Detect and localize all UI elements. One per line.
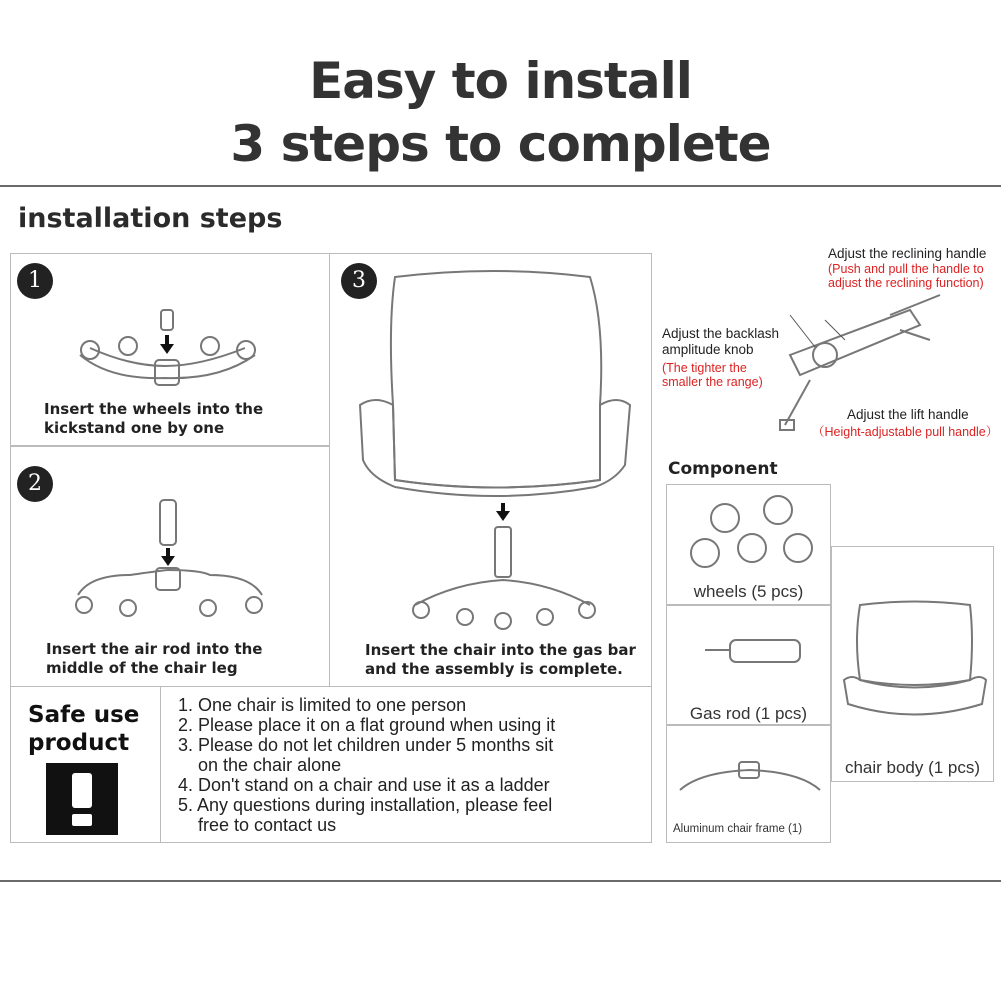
step-3-number: 3 xyxy=(341,263,377,299)
assembled-chair-illustration xyxy=(355,265,635,635)
reclining-handle-note-line2: adjust the reclining function) xyxy=(828,276,984,290)
safety-rule: 4. Don't stand on a chair and use it as a ladder xyxy=(178,775,550,795)
backlash-knob-label-line1: Adjust the backlash xyxy=(662,326,780,341)
mechanism-illustration xyxy=(770,285,940,435)
step-2-caption-line1: Insert the air rod into the xyxy=(46,640,263,658)
exclamation-icon xyxy=(46,763,118,835)
backlash-knob-label-line2: amplitude knob xyxy=(662,342,754,357)
gas-rod-insert-illustration xyxy=(70,480,270,620)
wheels-illustration xyxy=(680,488,820,578)
safety-rules-list xyxy=(178,695,555,835)
safety-rule: 1. One chair is limited to one person xyxy=(178,695,467,715)
backlash-knob-note-line2: smaller the range) xyxy=(662,375,763,389)
header-line2: 3 steps to complete xyxy=(230,115,771,173)
wheels-label: wheels (5 pcs) xyxy=(693,582,804,601)
safety-divider xyxy=(160,686,161,843)
frame-illustration xyxy=(675,760,825,800)
bottom-divider xyxy=(0,880,1001,882)
installation-title: installation steps xyxy=(18,203,283,234)
step-1-caption-line1: Insert the wheels into the xyxy=(44,400,264,418)
safety-title-line1: Safe use xyxy=(28,702,140,728)
chair-body-label: chair body (1 pcs) xyxy=(844,758,981,777)
step-3-caption-line1: Insert the chair into the gas bar xyxy=(365,641,636,659)
safety-rule: 2. Please place it on a flat ground when using it xyxy=(178,715,556,735)
lift-handle-label: Adjust the lift handle xyxy=(847,407,969,422)
step-1-caption-line2: kickstand one by one xyxy=(44,419,225,437)
wheel-base-illustration xyxy=(70,300,270,395)
reclining-handle-note-line1: (Push and pull the handle to xyxy=(828,262,984,276)
frame-label: Aluminum chair frame (1) xyxy=(673,823,803,835)
safety-rule: on the chair alone xyxy=(178,755,342,775)
reclining-handle-label: Adjust the reclining handle xyxy=(828,246,987,261)
gas-rod-label: Gas rod (1 pcs) xyxy=(689,704,808,723)
lift-handle-note: （Height-adjustable pull handle） xyxy=(812,425,999,439)
gas-rod-illustration xyxy=(700,630,810,670)
safety-rule: 5. Any questions during installation, please feel xyxy=(178,795,553,815)
top-divider xyxy=(0,185,1001,187)
step-2-number: 2 xyxy=(17,466,53,502)
safety-rule: 3. Please do not let children under 5 months sit xyxy=(178,735,554,755)
step-2-caption-line2: middle of the chair leg xyxy=(46,659,238,677)
safety-rule: free to contact us xyxy=(178,815,337,835)
component-title: Component xyxy=(668,459,778,479)
safety-title-line2: product xyxy=(28,730,130,756)
step-1-number: 1 xyxy=(17,263,53,299)
chair-body-illustration xyxy=(842,600,987,725)
backlash-knob-note-line1: (The tighter the xyxy=(662,361,747,375)
step-3-caption-line2: and the assembly is complete. xyxy=(365,660,623,678)
header-line1: Easy to install xyxy=(309,52,692,110)
